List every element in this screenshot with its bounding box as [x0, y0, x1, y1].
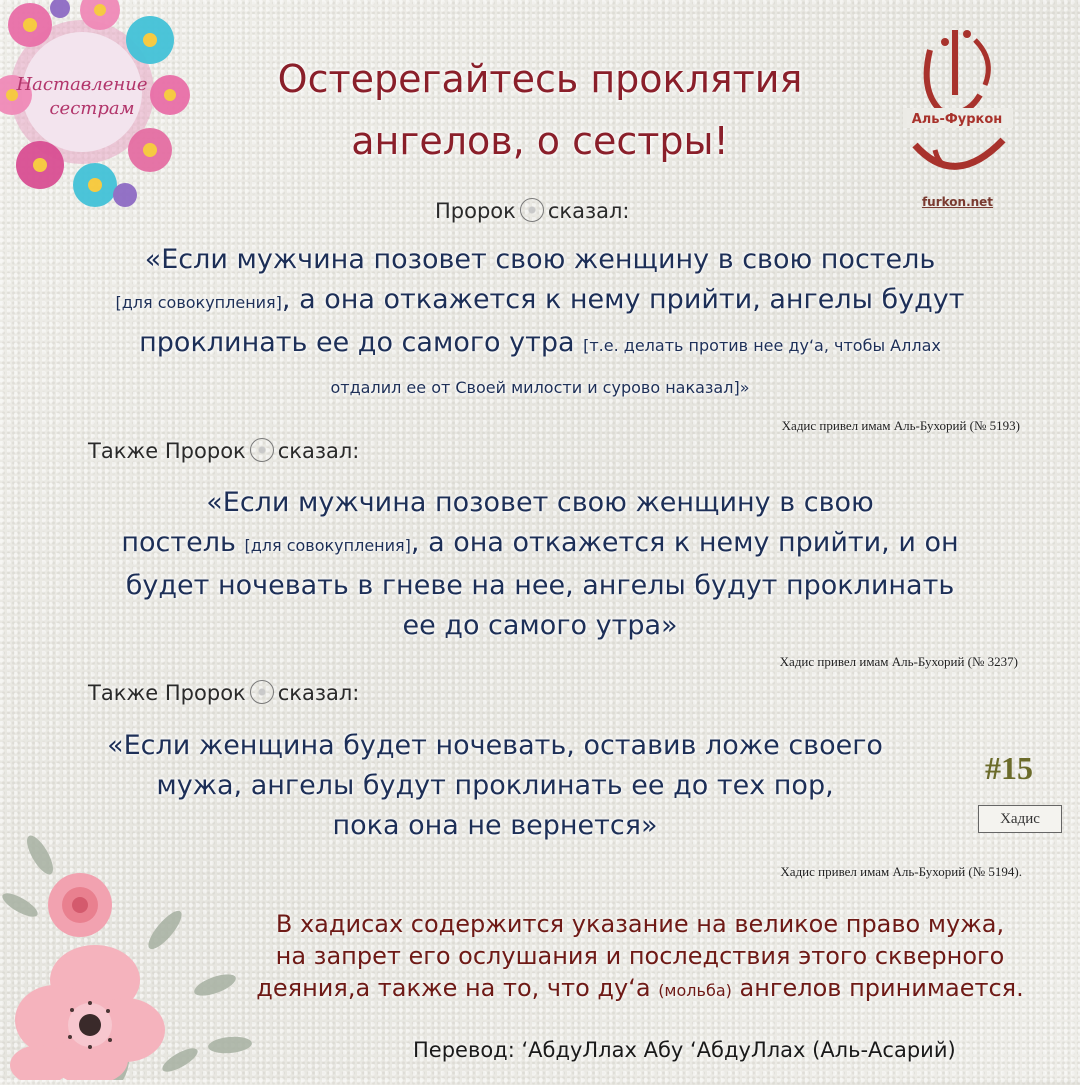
hadith1-line1: «Если мужчина позовет свою женщину в свою постель: [144, 244, 936, 275]
hadith2-quote: [40, 483, 1040, 646]
hadith1-intro-pre: Пророк: [435, 199, 516, 223]
badge-line2: сестрам: [49, 98, 135, 119]
hadith1-line4: отдалил ее от Своей милости и сурово наказал]»: [330, 378, 750, 397]
page-title: [240, 48, 840, 172]
translation-credit: Перевод: ‘АбдуЛлах Абу ‘АбдуЛлах (Аль-Асарий): [413, 1038, 956, 1062]
logo-url: furkon.net: [921, 195, 994, 209]
logo: [895, 20, 1020, 215]
title-line1: Остерегайтесь проклятия: [277, 57, 803, 101]
salawat-icon: [250, 438, 274, 462]
hadith2-line2: [40, 523, 1040, 566]
hadith1-line2: [40, 280, 1040, 323]
hadith1-note1: [для совокупления]: [115, 293, 282, 312]
hadith1-intro: [435, 198, 629, 223]
hadith2-intro-post: сказал:: [277, 439, 360, 463]
salawat-icon: [250, 680, 274, 704]
hadith1-line2-text: , а она откажется к нему прийти, ангелы будут: [281, 284, 965, 315]
hadith3-line3: пока она не вернется»: [332, 810, 658, 841]
hadith3-intro-post: сказал:: [277, 681, 360, 705]
flower-wreath-icon: [0, 0, 200, 215]
hadith2-intro: [88, 438, 359, 463]
hadith1-line3-text: проклинать ее до самого утра: [139, 327, 575, 358]
number-tag: #15: [985, 750, 1033, 786]
hadith3-line2: мужа, ангелы будут проклинать ее до тех пор,: [156, 770, 834, 801]
hadith3-intro-pre: Также Пророк: [88, 681, 246, 705]
conclusion-line2: на запрет его ослушания и последствия этого скверного: [275, 942, 1005, 970]
hadith1-note2: [т.е. делать против нее ду‘а, чтобы Аллах: [583, 336, 941, 355]
hadith2-intro-pre: Также Пророк: [88, 439, 246, 463]
hadith3-intro: [88, 680, 359, 705]
hadith1-quote: [40, 240, 1040, 410]
hadith1-source: Хадис привел имам Аль-Бухорий (№ 5193): [781, 418, 1020, 433]
conclusion-note: (мольба): [658, 981, 732, 1000]
category-tag: Хадис: [978, 805, 1062, 833]
logo-name: Аль-Фуркон: [911, 112, 1003, 127]
hadith2-line2-text: , а она откажется к нему прийти, и он: [410, 527, 959, 558]
conclusion: [200, 908, 1080, 1007]
conclusion-line3-post: ангелов принимается.: [739, 974, 1024, 1002]
conclusion-line3: [200, 972, 1080, 1007]
hadith3-line1: «Если женщина будет ночевать, оставив ложе своего: [107, 730, 883, 761]
salawat-icon: [520, 198, 544, 222]
conclusion-line1: В хадисах содержится указание на великое право мужа,: [275, 910, 1005, 938]
hadith1-intro-post: сказал:: [547, 199, 630, 223]
title-line2: ангелов, о сестры!: [351, 119, 729, 163]
badge: [0, 0, 200, 215]
badge-line1: Наставление: [16, 74, 148, 95]
hadith2-line2-pre: постель: [121, 527, 236, 558]
hadith2-source: Хадис привел имам Аль-Бухорий (№ 3237): [779, 654, 1018, 669]
hadith3-quote: [40, 726, 1040, 846]
hadith2-line1: «Если мужчина позовет свою женщину в свою: [206, 487, 874, 518]
hadith2-line4: ее до самого утра»: [402, 610, 678, 641]
hadith2-note: [для совокупления]: [244, 536, 411, 555]
hadith1-line3: [40, 323, 1040, 366]
hadith2-line3: будет ночевать в гневе на нее, ангелы будут проклинать: [125, 570, 955, 601]
alfurqon-logo-icon: [895, 20, 1020, 190]
hadith3-source: Хадис привел имам Аль-Бухорий (№ 5194).: [780, 864, 1022, 879]
conclusion-line3-pre: деяния,а также на то, что ду‘а: [256, 974, 651, 1002]
